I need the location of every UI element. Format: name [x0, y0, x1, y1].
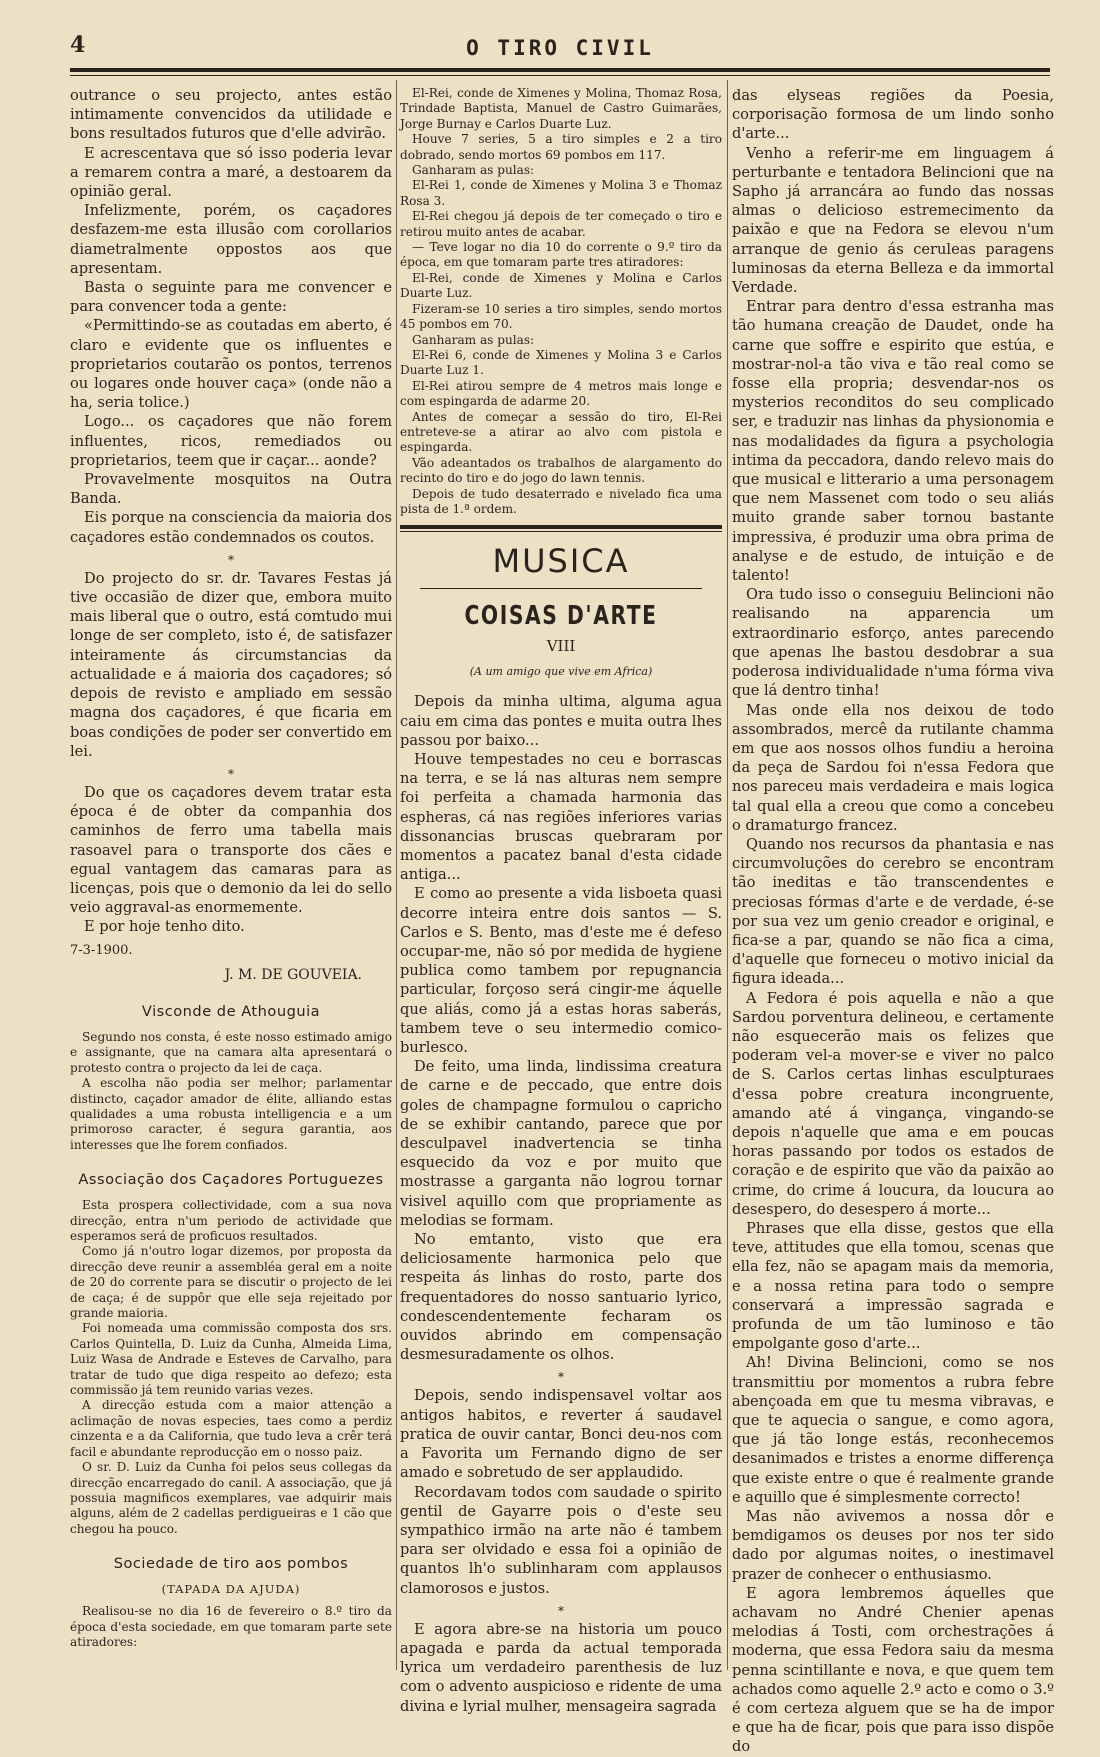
paragraph: No emtanto, visto que era deliciosamente harmonica pelo que respeita ás linhas do rosto, parte dos frequentadores do nosso santuario lyrico, condescendentemente fecharam os ouvidos abrindo em compensação desmesuradamente os olhos. — [400, 1231, 722, 1364]
section-separator: * — [558, 1370, 564, 1385]
paragraph: Segundo nos consta, é este nosso estimado amigo e assignante, que na camara alta apresentará o protesto contra o projecto da lei de caça. — [70, 1029, 392, 1075]
music-article-continued — [732, 86, 1054, 1757]
author-signature: J. M. DE GOUVEIA. — [224, 966, 362, 983]
column-3 — [732, 86, 1054, 1756]
paragraph: Esta prospera collectividade, com a sua nova direcção, entra n'um periodo de actividade que esperamos será de proficuos resultados. — [70, 1198, 392, 1243]
paragraph: Ah! Divina Belincioni, como se nos transmittiu por momentos a rubra febre abençoada em que tu mesma vibravas, e que te aquecia o sangue, e como agora, que já tão longe estás, reconhecemos desanimados e tristes a enorme differença que existe entre o que é realmente grande e aquillo que é simplesmente correcto! — [732, 1354, 1054, 1506]
section-heading: Sociedade de tiro aos pombos — [113, 1555, 349, 1573]
paragraph: — Teve logar no dia 10 do corrente o 9.º tiro da época, em que tomaram parte tres atiradores: — [400, 240, 722, 270]
paragraph: Houve tempestades no ceu e borrascas na terra, e se lá nas alturas nem sempre foi perfeita a chamada harmonia das espheras, cá nas regiões inferiores varias dissonancias bruscas quebraram por momentos a pacatez banal d'esta cidade antiga... — [400, 750, 722, 884]
section-heading: Visconde de Athouguia — [141, 1002, 321, 1020]
paragraph: A direcção estuda com a maior attenção a aclimação de novas especies, taes como a perdiz cinzenta e a da California, que tudo leva a crêr terá facil e abundante reproducção em o nosso paiz. — [70, 1398, 392, 1459]
paragraph: Do projecto do sr. dr. Tavares Festas já tive occasião de dizer que, embora muito mais liberal que o outro, está comtudo mui longe de ser completo, isto é, de satisfazer inteiramente ás circumstancias da actualidade e á maioria dos caçadores; só depois de revisto e ampliado em sessão magna dos caçadores, é que ficaria em boas condições de poder ser convertido em lei. — [70, 569, 392, 760]
paragraph: «Permittindo-se as coutadas em aberto, é claro e evidente que os influentes e proprietarios coutarão os pontos, terrenos ou logares onde houver caça» (onde não a ha, seria tolice.) — [70, 317, 392, 412]
paragraph: Ora tudo isso o conseguiu Belincioni não realisando na apparencia um extraordinario esforço, antes parecendo que apenas lhe bastou desdobrar a sua poderosa individualidade n'uma fórma viva que lá dentro tinha! — [732, 586, 1054, 700]
paragraph: Recordavam todos com saudade o spirito gentil de Gayarre pois o d'este seu sympathico irmão na arte não é tambem para ser olvidado e essa foi a opinião de quantos lh'o sublinharam com applausos clamorosos e justos. — [400, 1483, 722, 1597]
paragraph: E agora abre-se na historia um pouco apagada e parda da actual temporada lyrica um verdadeiro parenthesis de luz com o advento auspicioso e ridente de uma divina e lyrial mulher, mensageira sagrada — [400, 1620, 722, 1715]
article-number: VIII — [546, 637, 576, 656]
paragraph: Depois da minha ultima, alguma agua caiu em cima das pontes e muita outra lhes passou por baixo... — [400, 693, 722, 749]
paragraph: Do que os caçadores devem tratar esta época é de obter da companhia dos caminhos de ferro uma tabella mais rasoavel para o transporte dos cães e egual vantagem das camaras para as licenças, pois que o demonio da lei do sello veio aggraval-as enormemente. — [70, 783, 392, 917]
newspaper-title: O TIRO CIVIL — [466, 36, 654, 60]
paragraph: O sr. D. Luiz da Cunha foi pelos seus collegas da direcção encarregado do canil. A associação, que já possuia magnificos exemplares, vae adquirir mais alguns, além de 2 cadellas perdigueiras e 1 cão que chegou ha pouco. — [70, 1460, 392, 1536]
paragraph: Realisou-se no dia 16 de fevereiro o 8.º tiro da época d'esta sociedade, em que tomaram parte sete atiradores: — [70, 1604, 392, 1649]
paragraph: Foi nomeada uma commissão composta dos srs. Carlos Quintella, D. Luiz da Cunha, Almeida Lima, Luiz Wasa de Andrade e Esteves de Carvalho, para tratar de tudo que diga respeito ao defezo; esta commissão já tem reunido varias vezes. — [70, 1321, 392, 1398]
paragraph: Ganharam as pulas: — [412, 332, 535, 347]
paragraph: Venho a referir-me em linguagem á perturbante e tentadora Belincioni que na Sapho já arrancára ao fundo das nossas almas o delicioso estremecimento da paixão e que na Fedora se elevou n'um arranque de genio ás ceruleas paragens luminosas da eterna Belleza e da immortal Verdade. — [732, 144, 1054, 297]
paragraph: El-Rei, conde de Ximenes y Molina, Thomaz Rosa, Trindade Baptista, Manuel de Castro Guimarães, Jorge Burnay e Carlos Duarte Luz. — [400, 86, 722, 131]
paragraph: Vão adeantados os trabalhos de alargamento do recinto do tiro e do jogo do lawn tennis. — [400, 455, 722, 486]
section-separator: * — [228, 766, 234, 781]
paragraph: A Fedora é pois aquella e não a que Sardou porventura delineou, e certamente não esquecerão mais os felizes que poderam vel-a mover-se e viver no palco de S. Carlos certas linhas esculpturaes d'essa pobre creatura incongruente, amando até á vingança, vingando-se depois n'aquelle que ama e em poucas horas passando por todos os estados de coração e de espirito que vão da paixão ao crime, do crime á loucura, da loucura ao desespero, do desespero á morte... — [732, 989, 1054, 1218]
paragraph: Infelizmente, porém, os caçadores desfazem-me esta illusão com corollarios diametralmente oppostos aos que apresentam. — [70, 202, 392, 277]
column-divider — [396, 80, 397, 1670]
column-divider — [727, 80, 728, 1670]
paragraph: Mas onde ella nos deixou de todo assombrados, mercê da rutilante chamma em que aos nossos olhos fundiu a heroina da peça de Sardou foi n'essa Fedora que nos pareceu mais verdadeira e mais logica tal qual ella a creou que como a concebeu o dramaturgo francez. — [732, 701, 1054, 834]
pigeon-article-continued — [400, 86, 722, 517]
athouguia-article — [70, 1030, 392, 1153]
paragraph: A escolha não podia ser melhor; parlamentar distincto, caçador amador de élite, alliando estas qualidades a uma robusta intelligencia e a um primoroso caracter, é segura garantia, aos interesses que lhe forem confiados. — [70, 1076, 392, 1152]
association-article — [70, 1198, 392, 1537]
paragraph: Houve 7 series, 5 a tiro simples e 2 a tiro dobrado, sendo mortos 69 pombos em 117. — [400, 132, 722, 162]
paragraph: das elyseas regiões da Poesia, corporisação formosa de um lindo sonho d'arte... — [732, 87, 1054, 143]
paragraph: Mas não avivemos a nossa dôr e bemdigamos os deuses por nos ter sido dado por algumas noites, o inestimavel prazer de conhecer o enthusiasmo. — [732, 1508, 1054, 1583]
section-subheading: (TAPADA DA AJUDA) — [161, 1582, 301, 1597]
paragraph: Depois, sendo indispensavel voltar aos antigos habitos, e reverter á saudavel pratica de ouvir cantar, Bonci deu-nos com a Favorita um Fernando digno de ser amado e sobretudo de ser applaudido. — [400, 1387, 722, 1482]
paragraph: De feito, uma linda, lindissima creatura de carne e de peccado, que entre dois goles de champagne formulou o capricho de se exhibir cantando, parece que por desculpavel inadvertencia se tinha esquecido da voz e por muito que mostrasse a garganta não logrou tornar visivel aquillo com que propriamente as melodias se formam. — [400, 1058, 722, 1229]
paragraph: Fizeram-se 10 series a tiro simples, sendo mortos 45 pombos em 70. — [400, 301, 722, 332]
paragraph: El-Rei, conde de Ximenes y Molina e Carlos Duarte Luz. — [400, 270, 722, 301]
paragraph: Basta o seguinte para me convencer e para convencer toda a gente: — [70, 279, 392, 316]
column-1 — [70, 86, 392, 1670]
paragraph: El-Rei atirou sempre de 4 metros mais longe e com espingarda de adarme 20. — [400, 378, 722, 409]
section-heading: Associação dos Caçadores Portuguezes — [78, 1171, 384, 1189]
paragraph: E por hoje tenho dito. — [84, 918, 245, 936]
header-rule-thin — [70, 75, 1050, 76]
paragraph: Antes de começar a sessão do tiro, El-Rei entreteve-se a atirar ao alvo com pistola e espingarda. — [400, 409, 722, 455]
paragraph: Quando nos recursos da phantasia e nas circumvoluções do cerebro se encontram tão ineditas e tão transcendentes e preciosas fórmas d'arte e de verdade, é-se por sua vez um genio creador e original, e fica-se a par, quando se não fica a cima, d'aquelle que forneceu o motivo inicial da figura ideada... — [732, 835, 1054, 988]
page-number: 4 — [70, 32, 86, 58]
paragraph: El-Rei chegou já depois de ter começado o tiro e retirou muito antes de acabar. — [400, 209, 722, 239]
section-separator: * — [228, 552, 234, 567]
paragraph: El-Rei 1, conde de Ximenes y Molina 3 e Thomaz Rosa 3. — [400, 178, 722, 208]
paragraph: Ganharam as pulas: — [412, 163, 535, 178]
paragraph: Entrar para dentro d'essa estranha mas tão humana creação de Daudet, onde ha carne que soffre e espirito que estúa, e mostrar-nol-a tão viva e tão real como se fosse ella propria; desvendar-nos os mysterios reconditos do seu complicado ser, e traduzir nas linhas da physionomia e nas modalidades da figura a psychologia intima da peccadora, dando relevo mais do que musical e litterario a uma personagem que nem Massenet com todo o seu aliás muito grande saber tornou bastante impressiva, é produzir uma obra prima de analyse e de estudo, de intuição e de talento! — [732, 298, 1054, 585]
music-article — [400, 692, 722, 1715]
paragraph: Provavelmente mosquitos na Outra Banda. — [70, 471, 392, 508]
section-rule-thin — [400, 531, 722, 532]
section-separator: * — [558, 1603, 564, 1618]
paragraph: Eis porque na consciencia da maioria dos caçadores estão condemnados os coutos. — [70, 509, 392, 546]
paragraph: E acrescentava que só isso poderia levar a remarem contra a maré, a destoarem da opinião geral. — [70, 144, 392, 201]
paragraph: Depois de tudo desaterrado e nivelado fica uma pista de 1.ª ordem. — [400, 486, 722, 516]
column-2 — [400, 86, 722, 1715]
title-rule — [420, 588, 702, 589]
article-title: COISAS D'ARTE — [464, 601, 658, 632]
paragraph: Logo... os caçadores que não forem influentes, ricos, remediados ou proprietarios, teem que ir caçar... aonde? — [70, 413, 392, 469]
paragraph: E como ao presente a vida lisboeta quasi decorre inteira entre dois santos — S. Carlos e S. Bento, mas d'este me é defeso occupar-me, não só por medida de hygiene publica como tambem por repugnancia particular, forçoso será cingir-me áquelle que aliás, como já a estas horas saberás, tambem teve o seu intermedio comico-burlesco. — [400, 885, 722, 1057]
hunting-article — [70, 86, 392, 985]
header-rule — [70, 68, 1050, 72]
pigeon-article — [70, 1604, 392, 1650]
paragraph: E agora lembremos áquelles que achavam no André Chenier apenas melodias á Tosti, com orchestrações á moderna, que essa Fedora saiu da mesma penna scintillante e nova, e que quem tem achados como aquelle 2.º acto e como o 3.º é com certeza alguem que se ha de impor e que ha de ficar, pois que para isso dispõe do — [732, 1584, 1054, 1756]
paragraph: Como já n'outro logar dizemos, por proposta da direcção deve reunir a assembléa geral em a noite de 20 do corrente para se discutir o projecto de lei de caça; é de suppôr que elle seja rejeitado por grande maioria. — [70, 1244, 392, 1321]
article-date: 7-3-1900. — [70, 942, 133, 958]
article-dedication: (A um amigo que vive em Africa) — [469, 665, 653, 679]
paragraph: outrance o seu projecto, antes estão intimamente convencidos da utilidade e bons resultados futuros que d'elle advirão. — [70, 87, 392, 143]
music-section-title: MUSICA — [492, 542, 630, 581]
section-rule — [400, 525, 722, 529]
paragraph: Phrases que ella disse, gestos que ella teve, attitudes que ella tomou, scenas que ella fez, não se apagam mais da memoria, e a nossa retina para todo o sempre conservará a impressão sagrada e profunda de um tão luminoso e tão empolgante goso d'arte... — [732, 1219, 1054, 1353]
paragraph: El-Rei 6, conde de Ximenes y Molina 3 e Carlos Duarte Luz 1. — [400, 347, 722, 378]
